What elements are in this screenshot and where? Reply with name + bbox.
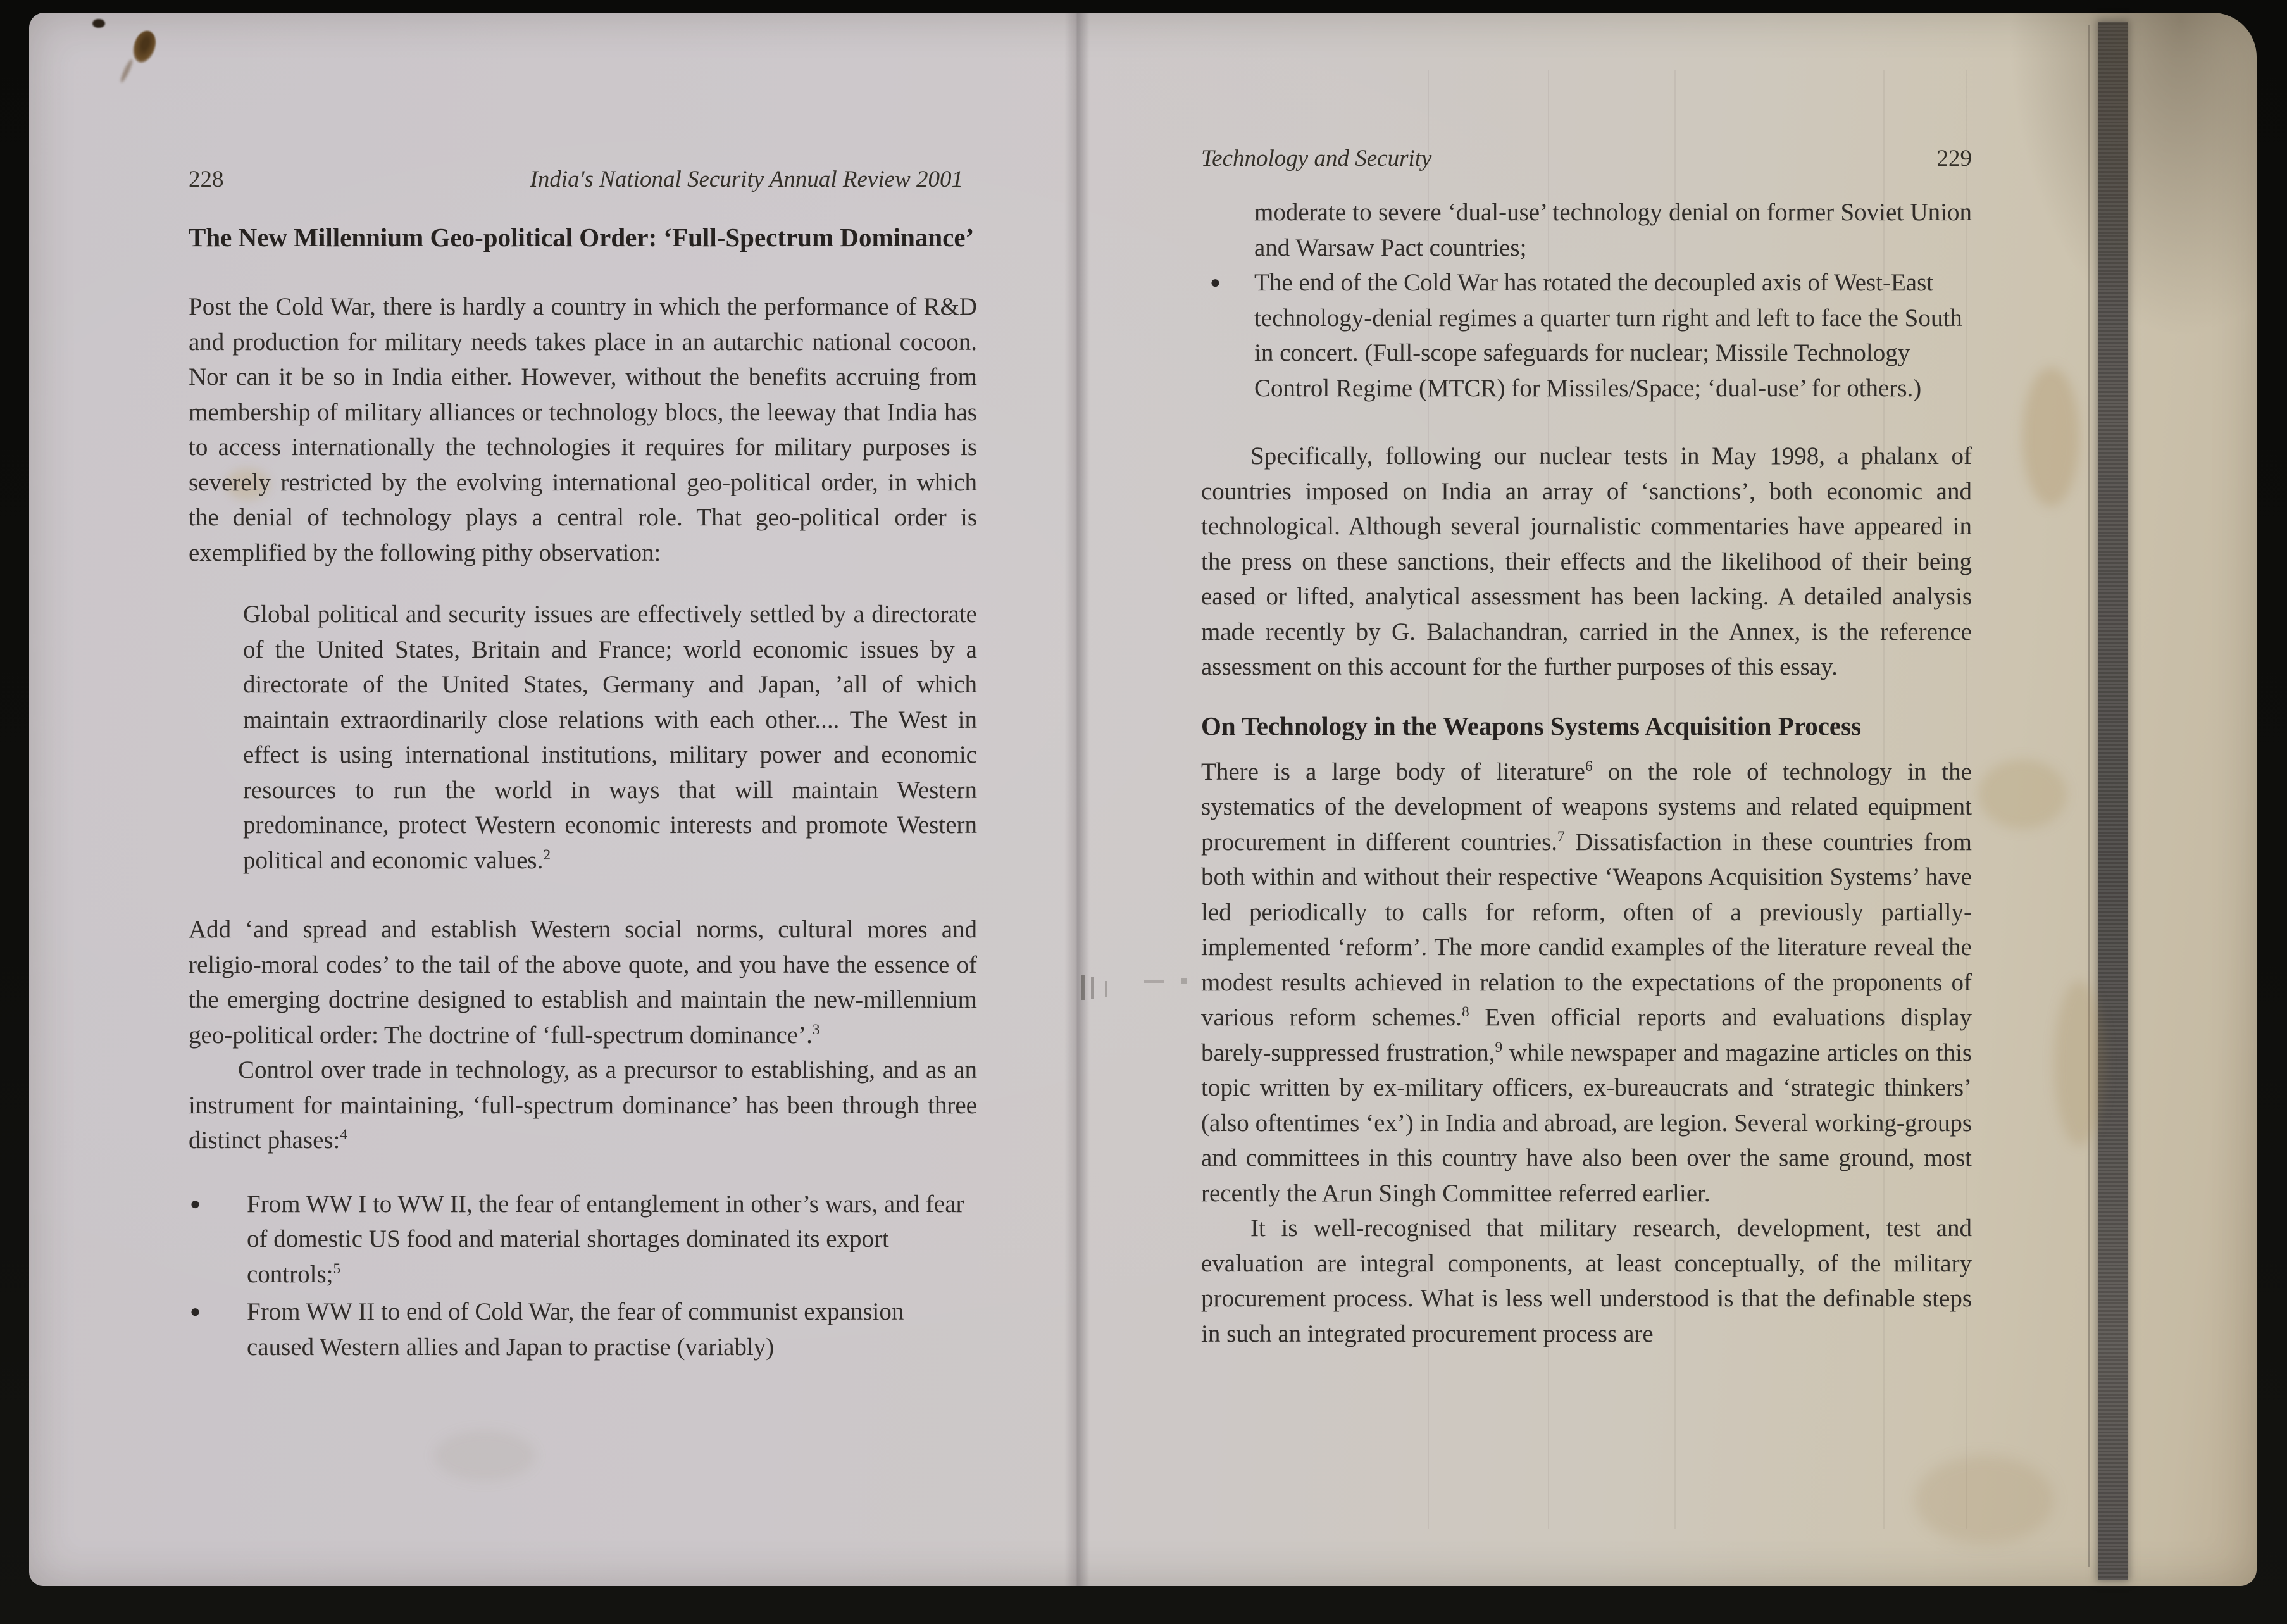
- stain: [92, 19, 105, 28]
- bullet-icon: ●: [1210, 273, 1221, 292]
- bullet-text: From WW II to end of Cold War, the fear of communist expansion caused Western allies and Japan to practise (variably): [247, 1298, 904, 1361]
- bullet-text: From WW I to WW II, the fear of entanglement in other’s wars, and fear of domestic US food and material shortages dominated its export controls;$^5$: [247, 1190, 964, 1288]
- left-page-header: [189, 165, 977, 194]
- phase-bullet-list: [189, 1187, 977, 1365]
- page-number-left: 228: [189, 166, 224, 192]
- cold-war-bullet-list: [1201, 265, 1972, 406]
- left-page: [189, 165, 977, 1365]
- page-number-right: 229: [1936, 146, 1972, 172]
- stain: [129, 28, 159, 66]
- blockquote-global-political: Global political and security issues are effectively settled by a directorate of the United States, Britain and France; world economic issues by a directorate of the United States, Germany and Japan, ’all of which maintain extraordinarily close relations with each other.... The West in effect is using international institutions, military power and economic resources to run the world in ways that will maintain Western predominance, protect Western economic interests and promote Western political and economic values.$^2$: [243, 601, 977, 874]
- bullet-icon: ●: [190, 1302, 201, 1321]
- bullet-item-ww1-ww2: [189, 1187, 977, 1292]
- running-title-left: India's National Security Annual Review 2001: [530, 166, 963, 192]
- corner-shadow: [1985, 13, 2257, 380]
- bullet-text: The end of the Cold War has rotated the decoupled axis of West-East technology-denial regimes a quarter turn right and left to face the South in concert. (Full-scope safeguards for nuclear; Missile Technology Control Regime (MTCR) for Missiles/Space; ‘dual-use’ for others.): [1254, 269, 1962, 402]
- scan-artifact: [1105, 981, 1107, 997]
- stain: [2022, 367, 2079, 506]
- bullet-continuation: moderate to severe ‘dual-use’ technology denial on former Soviet Union and Warsaw Pact countries;: [1254, 199, 1972, 261]
- scan-artifact: [1081, 975, 1085, 1000]
- scan-artifact: [1091, 977, 1094, 999]
- right-page: [1201, 144, 1972, 1351]
- stain: [434, 1430, 535, 1481]
- stain: [1915, 1456, 2054, 1544]
- stain: [1978, 759, 2067, 829]
- paragraph-specifically: Specifically, following our nuclear tests in May 1998, a phalanx of countries imposed on India an array of ‘sanctions’, both economic and technological. Although several journalistic commentaries have appeared in the press on these sanctions, their effects and the likelihood of their being eased or lifted, analytical assessment has been lacking. A detailed analysis made recently by G. Balachandran, carried in the Annex, is the reference assessment on this account for the further purposes of this essay.: [1201, 442, 1972, 680]
- page-gutter-fold: [1064, 13, 1090, 1586]
- stain: [2054, 981, 2105, 1146]
- bullet-item-ww2-cold-war: [189, 1294, 977, 1365]
- bullet-icon: ●: [190, 1194, 201, 1214]
- running-title-right: Technology and Security: [1201, 146, 1432, 172]
- stain: [119, 58, 134, 84]
- book-page-spread: [29, 13, 2257, 1586]
- paragraph-control-over-trade: Control over trade in technology, as a precursor to establishing, and as an instrument for maintaining, ‘full-spectrum dominance’ has been through three distinct phases:$^4$: [189, 1056, 977, 1154]
- bullet-item-end-of-cold-war: [1201, 265, 1972, 406]
- right-page-header: [1201, 144, 1972, 173]
- section-heading: The New Millennium Geo-political Order: ‘Full-Spectrum Dominance’: [189, 223, 975, 252]
- scan-artifact: [1181, 978, 1187, 984]
- paragraph-post-cold-war: Post the Cold War, there is hardly a country in which the performance of R&D and production for military needs takes place in an autarchic national cocoon. Nor can it be so in India either. However, without the benefits accruing from membership of military alliances or technology blocs, the leeway that India has to access internationally the technologies it requires for military purposes is severely restricted by the evolving international geo-political order, in which the denial of technology plays a central role. That geo-political order is exemplified by the following pithy observation:: [189, 293, 977, 566]
- paragraph-add-spread: Add ‘and spread and establish Western social norms, cultural mores and religio-moral codes’ to the tail of the above quote, and you have the essence of the emerging doctrine designed to establish and maintain the new-millennium geo-political order: The doctrine of ‘full-spectrum dominance’.$^3$: [189, 916, 977, 1049]
- section-heading-weapons-acquisition: On Technology in the Weapons Systems Acquisition Process: [1201, 711, 1862, 740]
- scan-artifact: [1144, 980, 1164, 983]
- paragraph-well-recognised: It is well-recognised that military research, development, test and evaluation are integral components, at least conceptually, of the military procurement process. What is less well understood is that the definable steps in such an integrated procurement process are: [1201, 1215, 1972, 1347]
- paragraph-large-body-of-literature: There is a large body of literature$^6$ on the role of technology in the systematics of the development of weapons systems and related equipment procurement in different countries.$^7$ Dissatisfaction in these countries from both within and without their respective ‘Weapons Acquisition Systems’ have led periodically to calls for reform, often of a previously partially-implemented ‘reform’. The more candid examples of the literature reveal the modest results achieved in relation to the expectations of the proponents of various reform schemes.$^8$ Even official reports and evaluations display barely-suppressed frustration,$^9$ while newspaper and magazine articles on this topic written by ex-military officers, ex-bureaucrats and ‘strategic thinkers’ (also oftentimes ‘ex’) in India and abroad, are legion. Several working-groups and committees in this country have also been over the same ground, most recently the Arun Singh Committee referred earlier.: [1201, 758, 1972, 1207]
